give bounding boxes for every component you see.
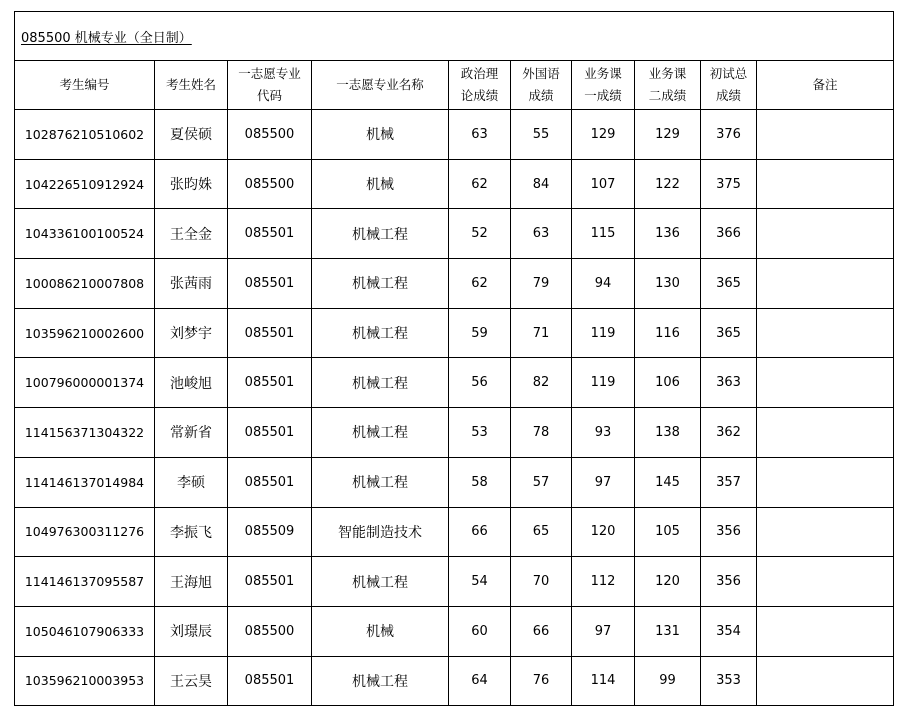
cell-politics-score: 66	[449, 507, 511, 557]
cell-candidate-name: 李振飞	[155, 507, 228, 557]
header-text-line: 成绩	[715, 88, 741, 103]
cell-major-code: 085501	[228, 656, 312, 706]
cell-total-score: 354	[701, 606, 757, 656]
score-sheet	[14, 11, 894, 706]
header-politics-score	[449, 61, 511, 110]
cell-major-name: 机械工程	[312, 408, 449, 458]
cell-politics-score: 58	[449, 457, 511, 507]
cell-course1-score: 94	[572, 259, 635, 309]
cell-candidate-id: 103596210002600	[15, 308, 155, 358]
cell-candidate-id: 100796000001374	[15, 358, 155, 408]
cell-course2-score: 136	[635, 209, 701, 259]
cell-candidate-name: 张茜雨	[155, 259, 228, 309]
cell-candidate-name: 常新省	[155, 408, 228, 458]
cell-remarks	[757, 457, 894, 507]
cell-candidate-id: 114156371304322	[15, 408, 155, 458]
table-row	[15, 159, 894, 209]
cell-major-name: 机械工程	[312, 358, 449, 408]
cell-total-score: 356	[701, 557, 757, 607]
cell-candidate-id: 104226510912924	[15, 159, 155, 209]
cell-remarks	[757, 308, 894, 358]
cell-politics-score: 60	[449, 606, 511, 656]
cell-total-score: 356	[701, 507, 757, 557]
cell-remarks	[757, 656, 894, 706]
cell-course1-score: 120	[572, 507, 635, 557]
cell-major-code: 085509	[228, 507, 312, 557]
header-course1-score	[572, 61, 635, 110]
title-row	[15, 12, 894, 61]
cell-foreign-language-score: 65	[511, 507, 572, 557]
cell-total-score: 366	[701, 209, 757, 259]
table-row	[15, 606, 894, 656]
cell-course1-score: 129	[572, 110, 635, 160]
header-text-line: 二成绩	[648, 88, 687, 103]
cell-foreign-language-score: 84	[511, 159, 572, 209]
cell-politics-score: 59	[449, 308, 511, 358]
cell-course2-score: 145	[635, 457, 701, 507]
cell-major-code: 085501	[228, 259, 312, 309]
header-text-line: 外国语	[522, 66, 560, 81]
cell-course1-score: 93	[572, 408, 635, 458]
cell-candidate-id: 104976300311276	[15, 507, 155, 557]
header-major-name	[312, 61, 449, 110]
cell-total-score: 357	[701, 457, 757, 507]
cell-course1-score: 112	[572, 557, 635, 607]
cell-foreign-language-score: 78	[511, 408, 572, 458]
cell-politics-score: 62	[449, 259, 511, 309]
cell-major-name: 机械	[312, 110, 449, 160]
cell-major-code: 085501	[228, 209, 312, 259]
cell-foreign-language-score: 55	[511, 110, 572, 160]
score-table	[14, 11, 894, 706]
table-row	[15, 507, 894, 557]
cell-remarks	[757, 408, 894, 458]
cell-candidate-name: 刘璟辰	[155, 606, 228, 656]
header-major-code	[228, 61, 312, 110]
cell-candidate-id: 104336100100524	[15, 209, 155, 259]
cell-course2-score: 130	[635, 259, 701, 309]
cell-candidate-id: 105046107906333	[15, 606, 155, 656]
cell-candidate-id: 114146137095587	[15, 557, 155, 607]
header-text-line: 一志愿专业名称	[336, 77, 424, 92]
cell-foreign-language-score: 57	[511, 457, 572, 507]
cell-total-score: 353	[701, 656, 757, 706]
cell-candidate-name: 张昀姝	[155, 159, 228, 209]
cell-course2-score: 105	[635, 507, 701, 557]
cell-remarks	[757, 557, 894, 607]
header-text-line: 政治理	[460, 66, 499, 81]
cell-remarks	[757, 159, 894, 209]
cell-course2-score: 106	[635, 358, 701, 408]
table-row	[15, 656, 894, 706]
header-text-line: 初试总	[709, 66, 748, 81]
cell-course1-score: 97	[572, 457, 635, 507]
cell-candidate-name: 王云昊	[155, 656, 228, 706]
table-title: 085500 机械专业（全日制）	[21, 30, 192, 46]
cell-major-code: 085501	[228, 358, 312, 408]
cell-major-name: 机械工程	[312, 656, 449, 706]
cell-candidate-name: 王全金	[155, 209, 228, 259]
cell-remarks	[757, 507, 894, 557]
cell-course2-score: 120	[635, 557, 701, 607]
cell-course2-score: 138	[635, 408, 701, 458]
header-text-line: 业务课	[648, 66, 687, 81]
cell-candidate-name: 王海旭	[155, 557, 228, 607]
header-text-line: 一志愿专业	[238, 66, 301, 81]
cell-foreign-language-score: 66	[511, 606, 572, 656]
cell-candidate-name: 李硕	[155, 457, 228, 507]
table-row	[15, 557, 894, 607]
cell-major-name: 机械工程	[312, 457, 449, 507]
cell-foreign-language-score: 79	[511, 259, 572, 309]
cell-remarks	[757, 259, 894, 309]
cell-total-score: 362	[701, 408, 757, 458]
cell-major-code: 085501	[228, 557, 312, 607]
header-foreign-language-score	[511, 61, 572, 110]
cell-total-score: 365	[701, 308, 757, 358]
cell-major-name: 机械工程	[312, 259, 449, 309]
cell-major-code: 085501	[228, 408, 312, 458]
table-row	[15, 457, 894, 507]
header-text-line: 考生姓名	[165, 77, 216, 92]
table-body	[15, 110, 894, 706]
cell-candidate-id: 100086210007808	[15, 259, 155, 309]
header-candidate-id	[15, 61, 155, 110]
cell-candidate-id: 102876210510602	[15, 110, 155, 160]
cell-total-score: 363	[701, 358, 757, 408]
cell-major-code: 085501	[228, 457, 312, 507]
cell-remarks	[757, 358, 894, 408]
header-text-line: 备注	[812, 77, 838, 92]
header-candidate-name	[155, 61, 228, 110]
header-text-line: 业务课	[584, 66, 622, 81]
header-text-line: 考生编号	[59, 77, 110, 92]
cell-major-name: 机械	[312, 159, 449, 209]
cell-course1-score: 119	[572, 358, 635, 408]
header-text-line: 一成绩	[584, 88, 622, 103]
table-row	[15, 259, 894, 309]
table-title-cell	[15, 12, 894, 61]
table-row	[15, 209, 894, 259]
cell-course2-score: 99	[635, 656, 701, 706]
header-total-score	[701, 61, 757, 110]
cell-foreign-language-score: 70	[511, 557, 572, 607]
cell-total-score: 375	[701, 159, 757, 209]
cell-candidate-name: 刘梦宇	[155, 308, 228, 358]
header-course2-score	[635, 61, 701, 110]
cell-total-score: 376	[701, 110, 757, 160]
cell-remarks	[757, 209, 894, 259]
cell-foreign-language-score: 76	[511, 656, 572, 706]
cell-major-code: 085500	[228, 110, 312, 160]
table-row	[15, 308, 894, 358]
cell-politics-score: 64	[449, 656, 511, 706]
cell-course1-score: 119	[572, 308, 635, 358]
cell-course2-score: 116	[635, 308, 701, 358]
cell-politics-score: 56	[449, 358, 511, 408]
cell-foreign-language-score: 82	[511, 358, 572, 408]
cell-course2-score: 129	[635, 110, 701, 160]
cell-politics-score: 54	[449, 557, 511, 607]
cell-major-name: 智能制造技术	[312, 507, 449, 557]
cell-course2-score: 131	[635, 606, 701, 656]
cell-politics-score: 62	[449, 159, 511, 209]
cell-politics-score: 63	[449, 110, 511, 160]
table-row	[15, 408, 894, 458]
cell-remarks	[757, 606, 894, 656]
cell-total-score: 365	[701, 259, 757, 309]
cell-course1-score: 107	[572, 159, 635, 209]
cell-politics-score: 52	[449, 209, 511, 259]
cell-course2-score: 122	[635, 159, 701, 209]
header-text-line: 代码	[256, 88, 282, 103]
header-text-line: 论成绩	[460, 88, 499, 103]
header-remarks	[757, 61, 894, 110]
cell-course1-score: 97	[572, 606, 635, 656]
cell-candidate-name: 夏侯硕	[155, 110, 228, 160]
cell-major-name: 机械工程	[312, 209, 449, 259]
cell-course1-score: 115	[572, 209, 635, 259]
cell-candidate-id: 103596210003953	[15, 656, 155, 706]
cell-major-name: 机械	[312, 606, 449, 656]
cell-course1-score: 114	[572, 656, 635, 706]
cell-candidate-id: 114146137014984	[15, 457, 155, 507]
cell-major-name: 机械工程	[312, 308, 449, 358]
cell-major-name: 机械工程	[312, 557, 449, 607]
cell-candidate-name: 池峻旭	[155, 358, 228, 408]
cell-politics-score: 53	[449, 408, 511, 458]
table-row	[15, 358, 894, 408]
header-row	[15, 61, 894, 110]
cell-foreign-language-score: 63	[511, 209, 572, 259]
cell-major-code: 085500	[228, 606, 312, 656]
table-row	[15, 110, 894, 160]
cell-major-code: 085500	[228, 159, 312, 209]
cell-foreign-language-score: 71	[511, 308, 572, 358]
cell-major-code: 085501	[228, 308, 312, 358]
header-text-line: 成绩	[528, 88, 554, 103]
cell-remarks	[757, 110, 894, 160]
